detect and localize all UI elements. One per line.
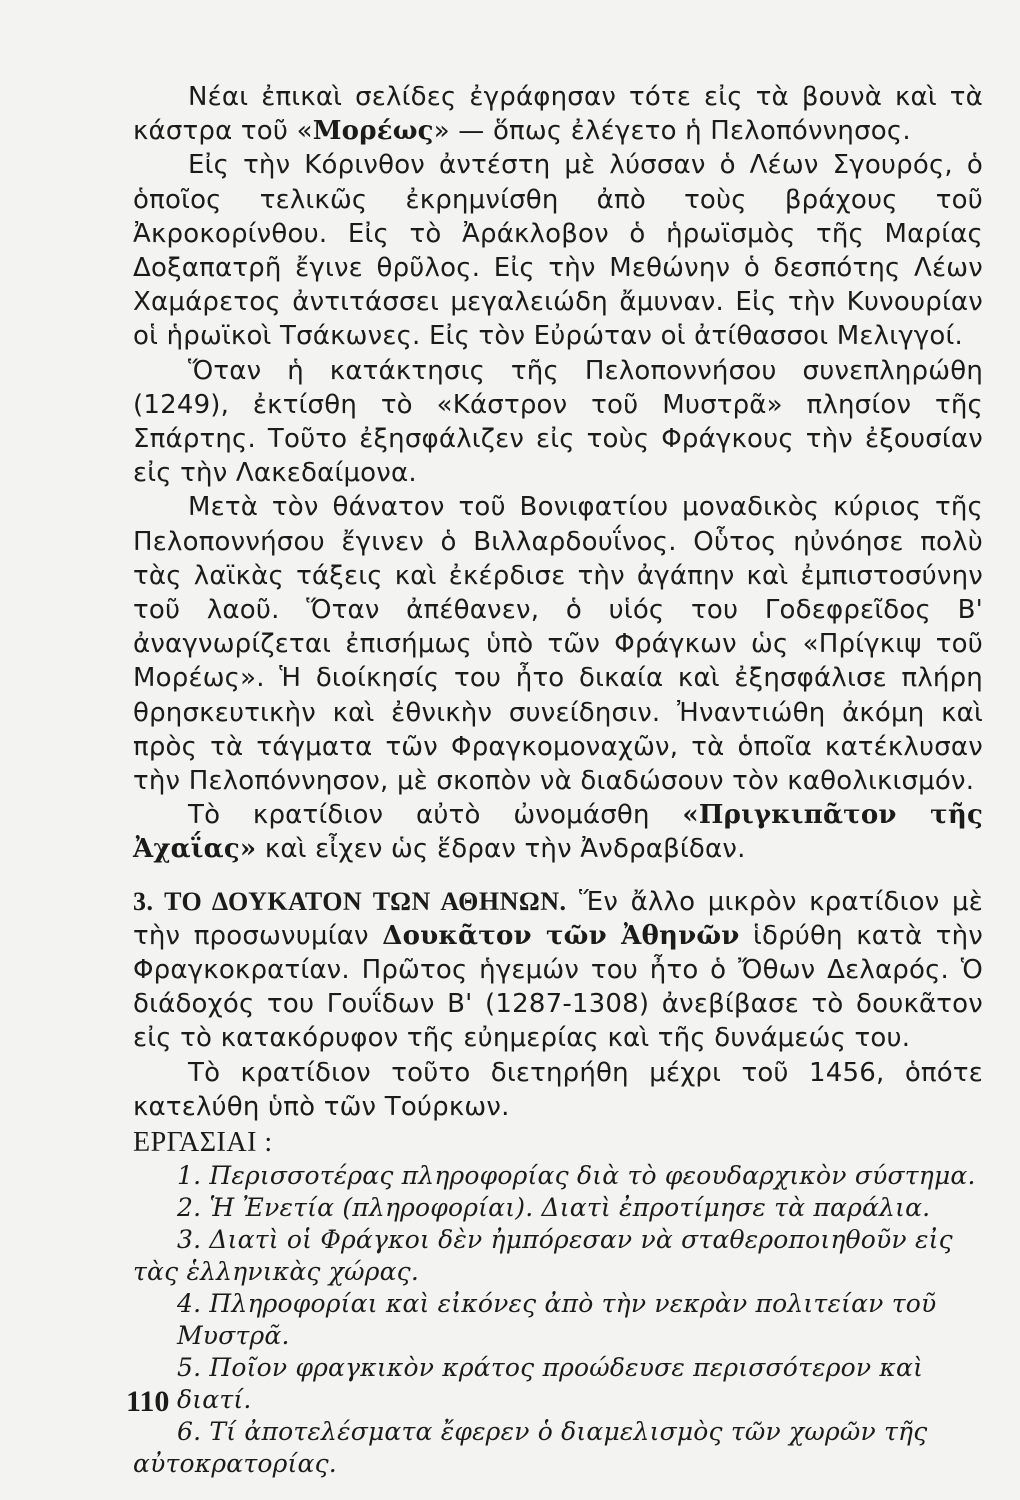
tasks-title: ΕΡΓΑΣΙΑΙ : bbox=[133, 1127, 273, 1159]
paragraph-mystras: Ὅταν ἡ κατάκτησις τῆς Πελοποννήσου συνεπληρώθη (1249), ἐκτίσθη τὸ «Κάστρον τοῦ Μυστρᾶ» πλησίον τῆς Σπάρτης. Τοῦτο ἐξησφάλιζεν εἰς τοὺς Φράγκους τὴν ἐξουσίαν εἰς τὴν Λακεδαίμονα. bbox=[133, 355, 983, 489]
paragraph-villehardouin: Μετὰ τὸν θάνατον τοῦ Βονιφατίου μοναδικὸς κύριος τῆς Πελοποννήσου ἔγινεν ὁ Βιλλαρδουΐνος. Οὗτος ηὐνόησε πολὺ τὰς λαϊκὰς τάξεις καὶ ἐκέρδισε τὴν ἀγάπην καὶ ἐμπιστοσύνην τοῦ λαοῦ. Ὅταν ἀπέθανεν, ὁ υἱός του Γοδεφρεῖδος Β' ἀναγνωρίζεται ἐπισήμως ὑπὸ τῶν Φράγκων ὡς «Πρίγκιψ τοῦ Μορέως». Ἡ διοίκησίς του ἦτο δικαία καὶ ἐξησφάλισε πλήρη θρησκευτικὴν καὶ ἐθνικὴν συνείδησιν. Ἠναντιώθη ἀκόμη καὶ πρὸς τὰ τάγματα τῶν Φραγκομοναχῶν, τὰ ὁποῖα κατέκλυσαν τὴν Πελοπόννησον, μὲ σκοπὸν νὰ διαδώσουν τὸν καθολικισμόν. bbox=[133, 492, 983, 797]
section-heading: 3. ΤΟ ΔΟΥΚΑΤΟΝ ΤΩΝ ΑΘΗΝΩΝ. bbox=[133, 886, 567, 916]
paragraph-text: Ἕν ἄλλο μικρὸν κρατίδιον μὲ τὴν προσωνυμίαν bbox=[133, 886, 983, 951]
paragraph-text: καὶ εἶχεν ὡς ἕδραν τὴν Ἀνδραβίδαν. bbox=[256, 834, 746, 865]
task-item: 4. Πληροφορίαι καὶ εἰκόνες ἀπὸ τὴν νεκρὰν πολιτείαν τοῦ Μυστρᾶ. bbox=[177, 1289, 937, 1351]
page-number: 110 bbox=[126, 1385, 170, 1418]
paragraph-principality bbox=[133, 798, 983, 866]
paragraph-text: Νέαι ἐπικαὶ σελίδες ἐγράφησαν τότε εἰς τὰ βουνὰ καὶ τὰ κάστρα τοῦ « bbox=[133, 82, 983, 147]
task-item: 6. Τί ἀποτελέσματα ἔφερεν ὁ διαμελισμὸς τῶν χωρῶν τῆς αὐτοκρατορίας. bbox=[133, 1417, 928, 1479]
bold-term-moreos: Μορέως bbox=[312, 116, 434, 147]
section-duchy-athens bbox=[133, 885, 983, 1056]
paragraph-resistance: Εἰς τὴν Κόρινθον ἀντέστη μὲ λύσσαν ὁ Λέων Σγουρός, ὁ ὁποῖος τελικῶς ἐκρημνίσθη ἀπὸ τοὺς βράχους τοῦ Ἀκροκορίνθου. Εἰς τὸ Ἀράκλοβον ὁ ἡρωϊσμὸς τῆς Μαρίας Δοξαπατρῆ ἔγινε θρῦλος. Εἰς τὴν Μεθώνην ὁ δεσπότης Λέων Χαμάρετος ἀντιτάσσει μεγαλειώδη ἄμυναν. Εἰς τὴν Κυνουρίαν οἱ ἡρωϊκοὶ Τσάκωνες. Εἰς τὸν Εὐρώταν οἱ ἀτίθασσοι Μελιγγοί. bbox=[133, 150, 983, 352]
task-item: 1. Περισσοτέρας πληροφορίας διὰ τὸ φεουδαρχικὸν σύστημα. bbox=[177, 1161, 976, 1191]
paragraph-text: ἱδρύθη κατὰ τὴν Φραγκοκρατίαν. Πρῶτος ἡγεμών του ἦτο ὁ Ὄθων Δελαρός. Ὁ διάδοχός του Γουΐδων Β' (1287-1308) ἀνεβίβασε τὸ δουκᾶτον εἰς τὸ κατακόρυφον τῆς εὐημερίας καὶ τῆς δυνάμεώς του. bbox=[133, 920, 984, 1054]
paragraph-text: Τὸ κρατίδιον αὐτὸ ὠνομάσθη bbox=[188, 800, 683, 831]
paragraph-morea bbox=[133, 80, 983, 148]
paragraph-text: » — ὅπως ἐλέγετο ἡ Πελοπόννησος. bbox=[433, 116, 911, 147]
task-item: 2. Ἡ Ἐνετία (πληροφορίαι). Διατὶ ἐπροτίμησε τὰ παράλια. bbox=[177, 1193, 931, 1223]
bold-term-principality: «Πριγκιπᾶτον τῆς Ἀχαΐας» bbox=[133, 800, 983, 865]
page-body bbox=[133, 80, 983, 1480]
paragraph-duchy-end: Τὸ κρατίδιον τοῦτο διετηρήθη μέχρι τοῦ 1456, ὁπότε κατελύθη ὑπὸ τῶν Τούρκων. bbox=[133, 1057, 983, 1122]
bold-term-duchy: Δουκᾶτον τῶν Ἀθηνῶν bbox=[382, 920, 740, 951]
task-item: 3. Διατὶ οἱ Φράγκοι δὲν ἠμπόρεσαν νὰ σταθεροποιηθοῦν εἰς τὰς ἑλληνικὰς χώρας. bbox=[133, 1225, 953, 1287]
task-item: 5. Ποῖον φραγκικὸν κράτος προώδευσε περισσότερον καὶ διατί. bbox=[177, 1353, 924, 1415]
